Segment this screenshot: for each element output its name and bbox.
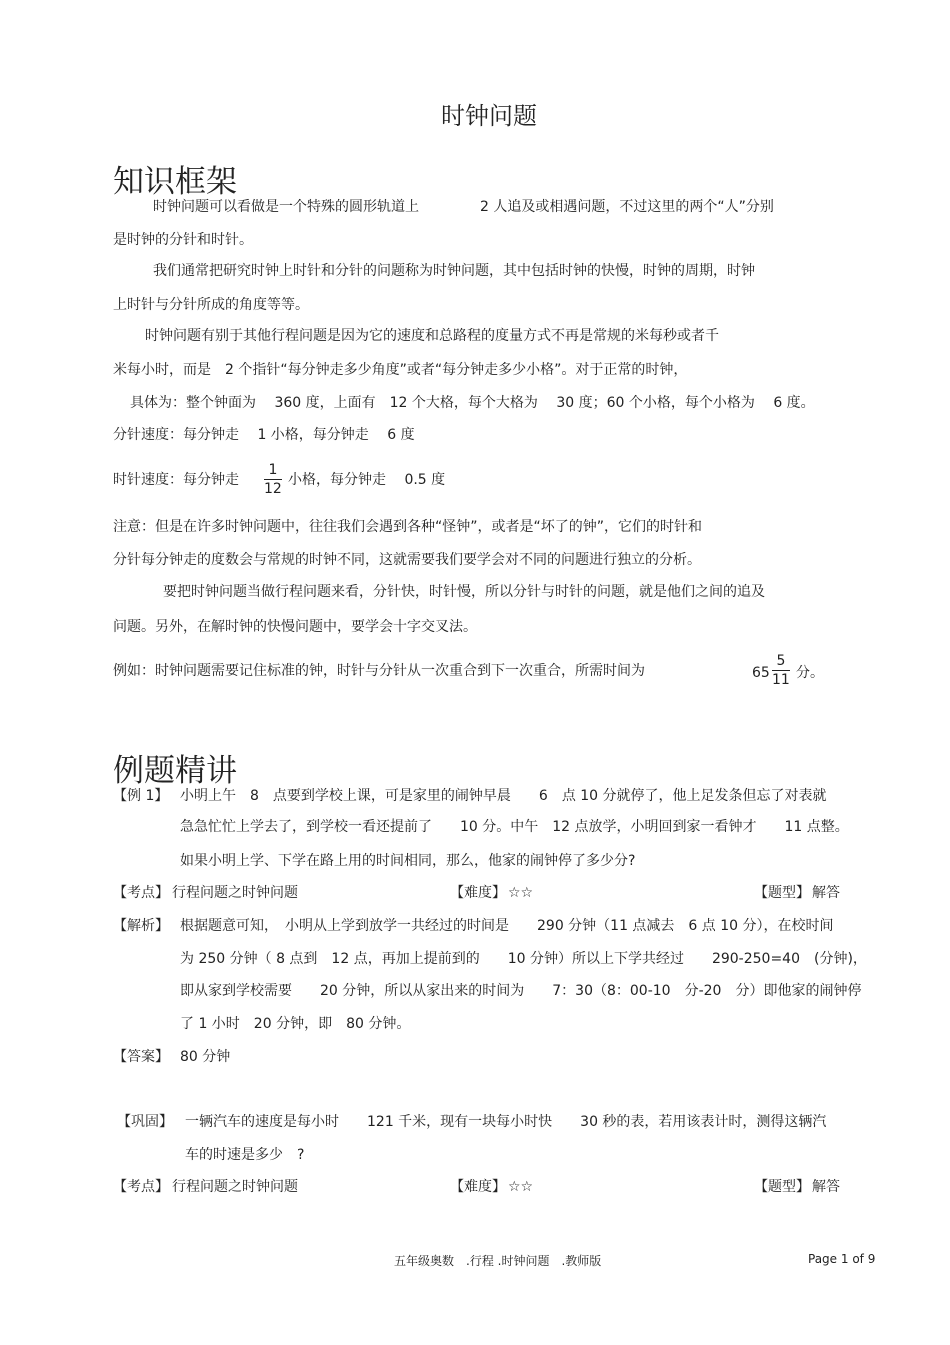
- paragraph-line: 米每小时，而是 2 个指针“每分钟走多少角度”或者“每分钟走多少小格”。对于正常的时钟，: [113, 362, 688, 378]
- example-text: 急急忙忙上学去了，到学校一看还提前了 10 分。中午 12 点放学，小明回到家一看钟才 11 点整。: [180, 819, 849, 835]
- jiexi-text: 根据题意可知， 小明从上学到放学一共经过的时间是 290 分钟（11 点减去 6 点 10 分），在校时间: [180, 918, 834, 934]
- gonggu-text: 车的时速是多少 ?: [185, 1147, 305, 1163]
- nandu-stars: ☆☆: [508, 1179, 534, 1195]
- section-heading-examples: 例题精讲: [113, 753, 237, 789]
- jiexi-text: 为 250 分钟（ 8 点到 12 点，再加上提前到的 10 分钟）所以上下学共经过 290-250=40 (分钟)，: [180, 951, 867, 967]
- paragraph-line: 时钟问题可以看做是一个特殊的圆形轨道上: [153, 199, 419, 215]
- fraction-numerator: 5: [776, 653, 786, 669]
- paragraph-line: 分针每分钟走的度数会与常规的时钟不同，这就需要我们要学会对不同的问题进行独立的分析。: [113, 552, 701, 568]
- gonggu-text: 一辆汽车的速度是每小时 121 千米，现有一块每小时快 30 秒的表，若用该表计时，测得这辆汽: [185, 1114, 827, 1130]
- tixing-value: 解答: [812, 885, 840, 901]
- paragraph-line: 注意：但是在许多时钟问题中，往往我们会遇到各种“怪钟”，或者是“坏了的钟”，它们的时针和: [113, 519, 703, 535]
- nandu-stars: ☆☆: [508, 885, 534, 901]
- nandu-label: 【难度】: [450, 885, 506, 901]
- paragraph-line: 时钟问题有别于其他行程问题是因为它的速度和总路程的度量方式不再是常规的米每秒或者千: [145, 328, 719, 344]
- fraction-denominator: 11: [772, 672, 790, 688]
- kaodian-label: 【考点】: [113, 1179, 169, 1195]
- tixing-label: 【题型】: [754, 1179, 810, 1195]
- paragraph-line: 是时钟的分针和时针。: [113, 232, 253, 248]
- jiexi-text: 了 1 小时 20 分钟，即 80 分钟。: [180, 1016, 411, 1032]
- nandu-label: 【难度】: [450, 1179, 506, 1195]
- footer-title: 五年级奥数 .行程 .时钟问题 .教师版: [394, 1254, 602, 1268]
- daan-label: 【答案】: [113, 1049, 169, 1065]
- kaodian-value: 行程问题之时钟问题: [172, 1179, 298, 1195]
- paragraph-line: 小格，每分钟走 0.5 度: [288, 472, 446, 488]
- paragraph-line: 上时针与分针所成的角度等等。: [113, 297, 309, 313]
- tixing-value: 解答: [812, 1179, 840, 1195]
- page-number: Page 1 of 9: [808, 1252, 876, 1266]
- tixing-label: 【题型】: [754, 885, 810, 901]
- paragraph-line: 问题。另外，在解时钟的快慢问题中，要学会十字交叉法。: [113, 619, 477, 635]
- paragraph-line: 时针速度：每分钟走: [113, 472, 239, 488]
- paragraph-line: 要把时钟问题当做行程问题来看，分针快，时针慢，所以分针与时针的问题，就是他们之间的追及: [163, 584, 765, 600]
- kaodian-value: 行程问题之时钟问题: [172, 885, 298, 901]
- fraction-numerator: 1: [268, 462, 278, 478]
- fraction-one-twelfth: [264, 461, 282, 498]
- paragraph-line: 2 人追及或相遇问题，不过这里的两个“人”分别: [480, 199, 774, 215]
- gonggu-label: 【巩固】: [117, 1114, 173, 1130]
- example-text: 如果小明上学、下学在路上用的时间相同，那么，他家的闹钟停了多少分?: [180, 853, 636, 869]
- paragraph-line: 我们通常把研究时钟上时针和分针的问题称为时钟问题，其中包括时钟的快慢，时钟的周期，时钟: [153, 263, 755, 279]
- jiexi-label: 【解析】: [113, 918, 169, 934]
- example-text: 小明上午 8 点要到学校上课，可是家里的闹钟早晨 6 点 10 分就停了，他上足发条但忘了对表就: [180, 788, 827, 804]
- paragraph-line: 分。: [796, 665, 824, 681]
- section-heading-knowledge: 知识框架: [113, 164, 237, 200]
- paragraph-line: 例如：时钟问题需要记住标准的钟，时针与分针从一次重合到下一次重合，所需时间为: [113, 663, 645, 679]
- paragraph-line: 具体为：整个钟面为 360 度，上面有 12 个大格，每个大格为 30 度；60 个小格，每个小格为 6 度。: [130, 395, 815, 411]
- fraction-five-elevenths: [772, 652, 790, 689]
- kaodian-label: 【考点】: [113, 885, 169, 901]
- example-label: 【例 1】: [113, 788, 169, 804]
- jiexi-text: 即从家到学校需要 20 分钟，所以从家出来的时间为 7：30（8：00-10 分-20 分）即他家的闹钟停: [180, 983, 862, 999]
- paragraph-line: 分针速度：每分钟走 1 小格，每分钟走 6 度: [113, 427, 415, 443]
- page-title: 时钟问题: [441, 102, 537, 130]
- mixed-number-whole: 65: [752, 665, 770, 681]
- daan-value: 80 分钟: [180, 1049, 231, 1065]
- fraction-denominator: 12: [264, 481, 282, 497]
